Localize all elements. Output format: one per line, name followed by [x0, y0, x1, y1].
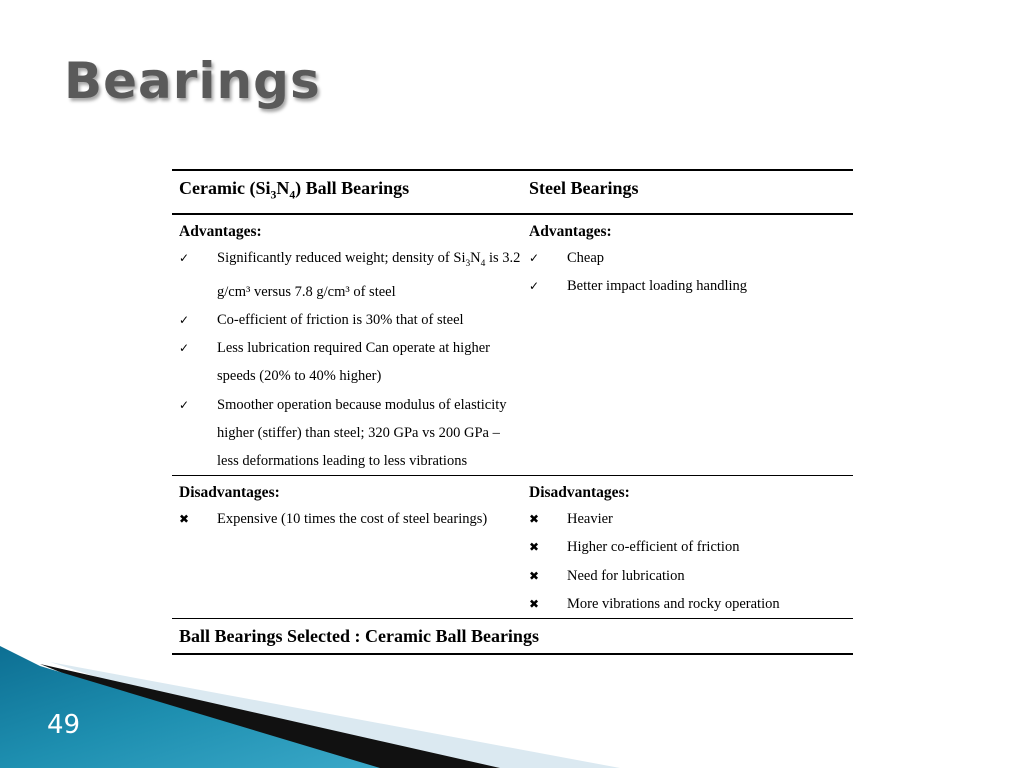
steel-disadvantage-text: Need for lubrication — [567, 567, 685, 584]
disadvantages-label: Disadvantages: — [529, 484, 630, 502]
list-item — [179, 306, 522, 334]
ceramic-disadvantages-cell — [172, 476, 522, 619]
advantages-row — [172, 214, 853, 476]
list-item — [179, 244, 522, 306]
bearings-comparison-table — [172, 169, 853, 655]
list-item — [529, 562, 853, 590]
list-item — [529, 244, 853, 272]
cross-icon: ✖ — [529, 568, 540, 583]
check-icon: ✓ — [179, 341, 190, 356]
ceramic-advantage-text: Co-efficient of friction is 30% that of steel — [217, 311, 464, 328]
check-icon: ✓ — [529, 250, 540, 265]
list-item — [529, 590, 853, 618]
check-icon: ✓ — [179, 312, 190, 327]
list-item — [529, 505, 853, 533]
disadvantages-label: Disadvantages: — [179, 484, 280, 502]
disadvantages-row — [172, 476, 853, 619]
ceramic-advantage-text: Significantly reduced weight; density of $Si_3N_4$ is 3.2 g/cm³ versus 7.8 g/cm³ of steel — [217, 249, 521, 300]
steel-disadvantage-text: More vibrations and rocky operation — [567, 595, 780, 612]
advantages-label: Advantages: — [179, 222, 262, 240]
list-item — [529, 533, 853, 561]
cross-icon: ✖ — [179, 512, 190, 527]
corner-decoration — [0, 640, 620, 768]
cross-icon: ✖ — [529, 596, 540, 611]
ceramic-column-header: Ceramic $(Si_3N_4)$ Ball Bearings — [172, 170, 522, 214]
check-icon: ✓ — [179, 397, 190, 412]
list-item — [529, 272, 853, 300]
check-icon: ✓ — [179, 250, 190, 265]
ceramic-advantages-cell — [172, 214, 522, 476]
ceramic-advantage-text: Smoother operation because modulus of elasticity higher (stiffer) than steel; 320 GPa vs 200 GPa – less deformations leading to less vibrations — [217, 396, 507, 469]
table-header-row — [172, 170, 853, 214]
advantages-label: Advantages: — [529, 222, 612, 240]
list-item — [179, 391, 522, 476]
steel-disadvantage-text: Higher co-efficient of friction — [567, 539, 740, 556]
slide-title: Bearings — [64, 52, 321, 110]
list-item — [179, 505, 522, 533]
steel-advantage-text: Cheap — [567, 249, 605, 266]
steel-disadvantages-cell — [522, 476, 853, 619]
page-number: 49 — [47, 710, 81, 740]
selected-bearing-text: Ball Bearings Selected : Ceramic Ball Bearings — [172, 618, 853, 654]
ceramic-advantage-text: Less lubrication required Can operate at higher speeds (20% to 40% higher) — [217, 340, 490, 385]
cross-icon: ✖ — [529, 512, 540, 527]
steel-advantages-cell — [522, 214, 853, 476]
steel-advantage-text: Better impact loading handling — [567, 277, 747, 294]
cross-icon: ✖ — [529, 540, 540, 555]
check-icon: ✓ — [529, 278, 540, 293]
steel-column-header: Steel Bearings — [522, 170, 853, 214]
steel-disadvantage-text: Heavier — [567, 511, 613, 528]
ceramic-disadvantage-text: Expensive (10 times the cost of steel bearings) — [217, 511, 488, 528]
list-item — [179, 334, 522, 390]
